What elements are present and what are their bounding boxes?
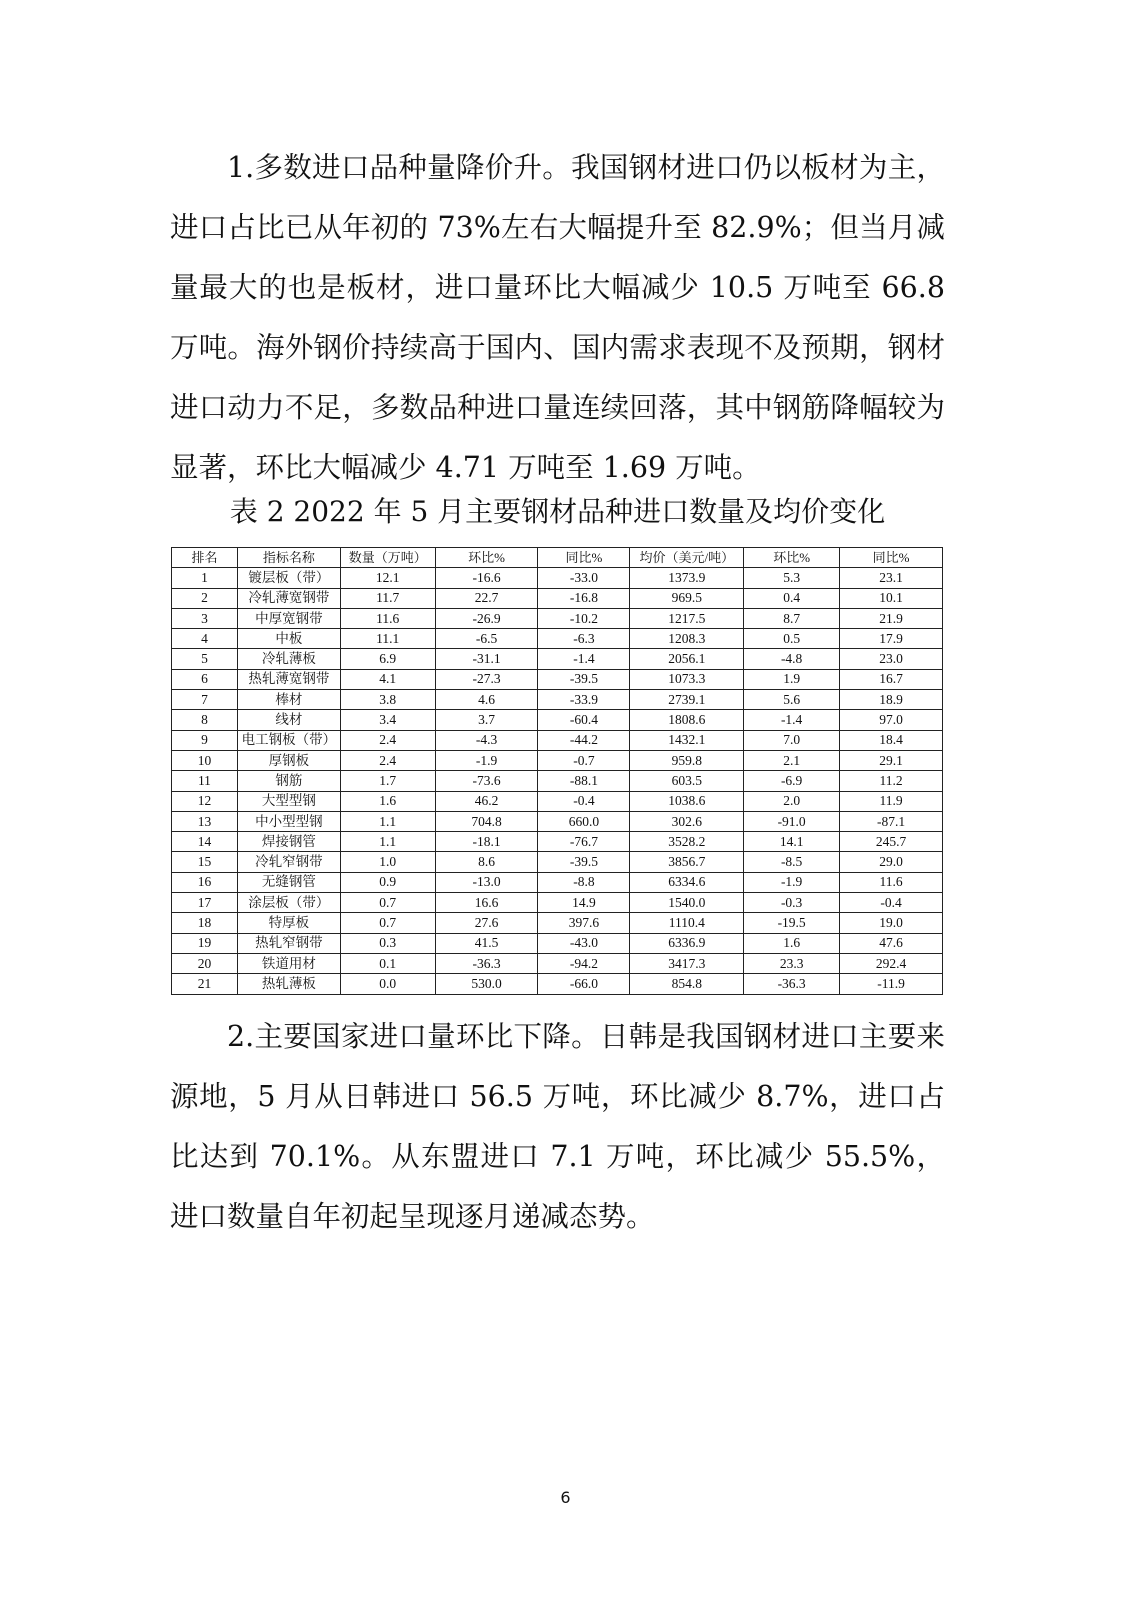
table-cell: 特厚板 [237, 913, 340, 933]
table-cell: 0.7 [340, 913, 435, 933]
table-cell: 2.4 [340, 750, 435, 770]
table-cell: 8.6 [435, 852, 538, 872]
table-row [172, 913, 943, 933]
table-cell: -73.6 [435, 771, 538, 791]
table-cell: 18.4 [840, 730, 943, 750]
table-cell: 1.0 [340, 852, 435, 872]
table-cell: 302.6 [630, 811, 744, 831]
table-cell: -1.4 [744, 710, 840, 730]
table-cell: 中板 [237, 629, 340, 649]
page-number: 6 [560, 1488, 571, 1507]
table-cell: 2.4 [340, 730, 435, 750]
table-cell: -94.2 [538, 953, 630, 973]
table-cell: -43.0 [538, 933, 630, 953]
paragraph-country-imports: 2.主要国家进口量环比下降。日韩是我国钢材进口主要来源地，5 月从日韩进口 56.5 万吨，环比减少 8.7%，进口占比达到 70.1%。从东盟进口 7.1 万吨，环比减少 55.5%，进口数量自年初起呈现逐月递减态势。 [170, 1020, 945, 1233]
table-cell: -6.9 [744, 771, 840, 791]
table-cell: 11.2 [840, 771, 943, 791]
table-cell: 1.1 [340, 811, 435, 831]
table-cell: -4.3 [435, 730, 538, 750]
table-cell: 1208.3 [630, 629, 744, 649]
table-cell: 1540.0 [630, 893, 744, 913]
table-cell: -16.6 [435, 568, 538, 588]
table-cell: 6334.6 [630, 872, 744, 892]
table-row [172, 649, 943, 669]
table-cell: 854.8 [630, 974, 744, 994]
table-cell: -36.3 [744, 974, 840, 994]
table-cell: 21.9 [840, 608, 943, 628]
table-cell: 13 [172, 811, 238, 831]
header-qty-yoy: 同比% [538, 548, 630, 568]
table-cell: 3.4 [340, 710, 435, 730]
table-cell: 1.1 [340, 832, 435, 852]
table-cell: -13.0 [435, 872, 538, 892]
header-rank: 排名 [172, 548, 238, 568]
table-row [172, 791, 943, 811]
table-cell: -87.1 [840, 811, 943, 831]
table-cell: 6336.9 [630, 933, 744, 953]
table-cell: -66.0 [538, 974, 630, 994]
table-cell: -36.3 [435, 953, 538, 973]
table-cell: 23.0 [840, 649, 943, 669]
table-cell: 16.6 [435, 893, 538, 913]
table-cell: 47.6 [840, 933, 943, 953]
table-cell: 3.7 [435, 710, 538, 730]
table-row [172, 710, 943, 730]
table-cell: -0.4 [538, 791, 630, 811]
table-cell: 19 [172, 933, 238, 953]
table-cell: 16.7 [840, 669, 943, 689]
paragraph-plate-imports: 1.多数进口品种量降价升。我国钢材进口仍以板材为主，进口占比已从年初的 73%左右大幅提升至 82.9%；但当月减量最大的也是板材，进口量环比大幅减少 10.5 万吨至 66.8万吨。海外钢价持续高于国内、国内需求表现不及预期，钢材进口动力不足，多数品种进口量连续回落，其中钢筋降幅较为显著，环比大幅减少 4.71 万吨至 1.69 万吨。 [170, 151, 945, 484]
table-cell: 7.0 [744, 730, 840, 750]
table-cell: 11.6 [340, 608, 435, 628]
table-cell: 10.1 [840, 588, 943, 608]
table-cell: 18.9 [840, 690, 943, 710]
table-cell: 0.3 [340, 933, 435, 953]
table-cell: 959.8 [630, 750, 744, 770]
table-row [172, 629, 943, 649]
table-cell: -8.8 [538, 872, 630, 892]
table-cell: -0.7 [538, 750, 630, 770]
table-cell: -1.4 [538, 649, 630, 669]
table-cell: 603.5 [630, 771, 744, 791]
table-cell: 12 [172, 791, 238, 811]
table-cell: 2739.1 [630, 690, 744, 710]
table-cell: 23.1 [840, 568, 943, 588]
table-cell: -27.3 [435, 669, 538, 689]
steel-import-table [171, 547, 943, 995]
table-cell: 4.6 [435, 690, 538, 710]
table-cell: 11 [172, 771, 238, 791]
table-cell: 9 [172, 730, 238, 750]
table-cell: 1110.4 [630, 913, 744, 933]
table-cell: 棒材 [237, 690, 340, 710]
table-cell: 中厚宽钢带 [237, 608, 340, 628]
table-cell: 冷轧薄宽钢带 [237, 588, 340, 608]
table-cell: 4.1 [340, 669, 435, 689]
table-row [172, 608, 943, 628]
table-cell: 0.5 [744, 629, 840, 649]
table-cell: 12.1 [340, 568, 435, 588]
table-cell: 1.9 [744, 669, 840, 689]
table-cell: 电工钢板（带） [237, 730, 340, 750]
table-row [172, 811, 943, 831]
table-cell: 铁道用材 [237, 953, 340, 973]
table-cell: 397.6 [538, 913, 630, 933]
table-cell: -88.1 [538, 771, 630, 791]
table-cell: 704.8 [435, 811, 538, 831]
table-cell: 660.0 [538, 811, 630, 831]
table-cell: 涂层板（带） [237, 893, 340, 913]
table-cell: -76.7 [538, 832, 630, 852]
table-cell: 20 [172, 953, 238, 973]
table-cell: -91.0 [744, 811, 840, 831]
table-cell: 0.0 [340, 974, 435, 994]
table-cell: -10.2 [538, 608, 630, 628]
table-cell: -19.5 [744, 913, 840, 933]
table-cell: 1.6 [744, 933, 840, 953]
table-cell: 0.7 [340, 893, 435, 913]
table-cell: 镀层板（带） [237, 568, 340, 588]
table-cell: 969.5 [630, 588, 744, 608]
table-cell: 11.9 [840, 791, 943, 811]
table-cell: 1073.3 [630, 669, 744, 689]
table-cell: 29.0 [840, 852, 943, 872]
table-cell: 41.5 [435, 933, 538, 953]
header-price-yoy: 同比% [840, 548, 943, 568]
table-cell: 1432.1 [630, 730, 744, 750]
table-cell: -39.5 [538, 669, 630, 689]
table-cell: 0.4 [744, 588, 840, 608]
table-row [172, 730, 943, 750]
table-row [172, 852, 943, 872]
table-cell: 5.6 [744, 690, 840, 710]
table-cell: 3856.7 [630, 852, 744, 872]
table-cell: -16.8 [538, 588, 630, 608]
table-cell: 11.1 [340, 629, 435, 649]
table-row [172, 568, 943, 588]
table-cell: -1.9 [435, 750, 538, 770]
table-cell: 14.9 [538, 893, 630, 913]
table-row [172, 771, 943, 791]
table-cell: 21 [172, 974, 238, 994]
table-cell: -31.1 [435, 649, 538, 669]
table-cell: 1.6 [340, 791, 435, 811]
table-cell: 4 [172, 629, 238, 649]
table-cell: -4.8 [744, 649, 840, 669]
table-cell: 1373.9 [630, 568, 744, 588]
table-cell: -11.9 [840, 974, 943, 994]
table-cell: -8.5 [744, 852, 840, 872]
table-cell: 11.7 [340, 588, 435, 608]
table-cell: -18.1 [435, 832, 538, 852]
table-cell: 5 [172, 649, 238, 669]
table-cell: 冷轧窄钢带 [237, 852, 340, 872]
table-cell: 1 [172, 568, 238, 588]
table-cell: 线材 [237, 710, 340, 730]
table-cell: 中小型型钢 [237, 811, 340, 831]
table-cell: 245.7 [840, 832, 943, 852]
table-cell: 6 [172, 669, 238, 689]
table-cell: -1.9 [744, 872, 840, 892]
table-cell: 14.1 [744, 832, 840, 852]
table-body [172, 568, 943, 994]
header-avg-price: 均价（美元/吨） [630, 548, 744, 568]
table-cell: 22.7 [435, 588, 538, 608]
table-cell: 3417.3 [630, 953, 744, 973]
table-cell: 2.1 [744, 750, 840, 770]
table-cell: 14 [172, 832, 238, 852]
table-cell: 17.9 [840, 629, 943, 649]
table-cell: 97.0 [840, 710, 943, 730]
table-cell: 0.1 [340, 953, 435, 973]
table-cell: 530.0 [435, 974, 538, 994]
table-cell: 1808.6 [630, 710, 744, 730]
table-cell: -6.3 [538, 629, 630, 649]
table-cell: 7 [172, 690, 238, 710]
table-cell: 17 [172, 893, 238, 913]
table-row [172, 588, 943, 608]
table-row [172, 690, 943, 710]
table-cell: 19.0 [840, 913, 943, 933]
table-cell: 2.0 [744, 791, 840, 811]
table-row [172, 933, 943, 953]
table-cell: 热轧薄板 [237, 974, 340, 994]
table-cell: -60.4 [538, 710, 630, 730]
table-cell: -26.9 [435, 608, 538, 628]
header-quantity: 数量（万吨） [340, 548, 435, 568]
table-cell: 29.1 [840, 750, 943, 770]
table-cell: 15 [172, 852, 238, 872]
table-cell: 2 [172, 588, 238, 608]
table-cell: 冷轧薄板 [237, 649, 340, 669]
table-cell: 8 [172, 710, 238, 730]
table-cell: 3 [172, 608, 238, 628]
table-cell: 大型型钢 [237, 791, 340, 811]
table-cell: 27.6 [435, 913, 538, 933]
table-cell: -33.9 [538, 690, 630, 710]
table-cell: 5.3 [744, 568, 840, 588]
table-cell: 292.4 [840, 953, 943, 973]
header-price-mom: 环比% [744, 548, 840, 568]
table-row [172, 893, 943, 913]
table-cell: 46.2 [435, 791, 538, 811]
table-row [172, 669, 943, 689]
table-row [172, 832, 943, 852]
table-cell: 2056.1 [630, 649, 744, 669]
table-cell: 10 [172, 750, 238, 770]
table-cell: 热轧窄钢带 [237, 933, 340, 953]
table-cell: -33.0 [538, 568, 630, 588]
table-cell: 热轧薄宽钢带 [237, 669, 340, 689]
table-row [172, 953, 943, 973]
table-cell: 钢筋 [237, 771, 340, 791]
table-row [172, 974, 943, 994]
table-cell: 18 [172, 913, 238, 933]
table-cell: -39.5 [538, 852, 630, 872]
table-cell: 0.9 [340, 872, 435, 892]
table-cell: 3.8 [340, 690, 435, 710]
table-cell: 11.6 [840, 872, 943, 892]
table-cell: -44.2 [538, 730, 630, 750]
table-cell: 1038.6 [630, 791, 744, 811]
table-cell: 23.3 [744, 953, 840, 973]
table-cell: -0.4 [840, 893, 943, 913]
table-cell: -6.5 [435, 629, 538, 649]
table-cell: 6.9 [340, 649, 435, 669]
table-cell: -0.3 [744, 893, 840, 913]
table-cell: 焊接钢管 [237, 832, 340, 852]
table-header-row [172, 548, 943, 568]
table-cell: 16 [172, 872, 238, 892]
table-cell: 厚钢板 [237, 750, 340, 770]
header-name: 指标名称 [237, 548, 340, 568]
table-cell: 无缝钢管 [237, 872, 340, 892]
table-cell: 8.7 [744, 608, 840, 628]
table-caption: 表 2 2022 年 5 月主要钢材品种进口数量及均价变化 [229, 495, 886, 528]
table-cell: 3528.2 [630, 832, 744, 852]
table-row [172, 750, 943, 770]
table-cell: 1217.5 [630, 608, 744, 628]
table-cell: 1.7 [340, 771, 435, 791]
table-row [172, 872, 943, 892]
header-qty-mom: 环比% [435, 548, 538, 568]
